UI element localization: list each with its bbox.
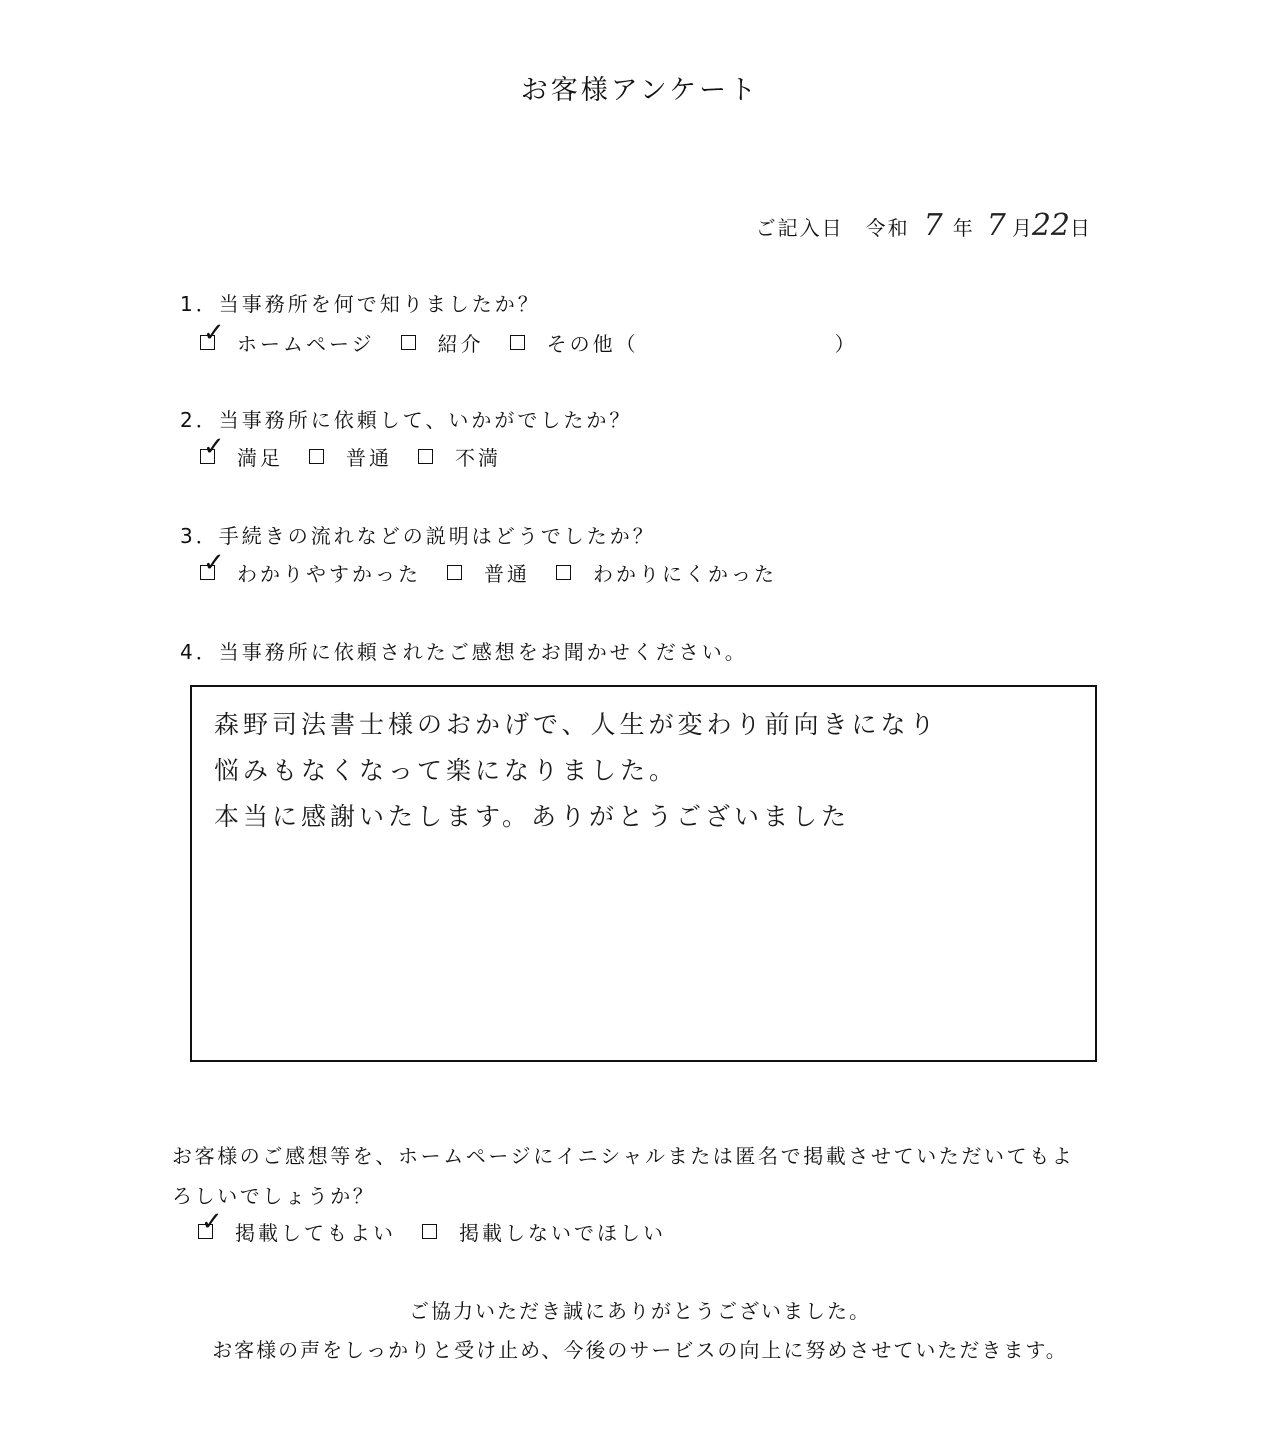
q2-option-dissatisfied[interactable] [418, 442, 501, 471]
question-3: 3．手続きの流れなどの説明はどうでしたか？ [180, 524, 656, 548]
question-4: 4．当事務所に依頼されたご感想をお聞かせください。 [180, 640, 748, 664]
question-2: 2．当事務所に依頼して、いかがでしたか？ [180, 408, 633, 432]
q2-option-satisfied[interactable] [200, 432, 283, 471]
checkbox[interactable] [401, 335, 416, 350]
check-mark-icon: ✓ [201, 1207, 226, 1237]
q3-option-average[interactable] [447, 558, 530, 587]
checkbox[interactable] [510, 335, 525, 350]
comment-line: 悩みもなくなって楽になりました。 [214, 756, 679, 785]
publish-option-no[interactable] [422, 1217, 666, 1246]
option-label: 掲載してもよい [235, 1221, 396, 1245]
publish-options [198, 1207, 692, 1246]
checkbox[interactable] [200, 548, 228, 580]
comment-line: 本当に感謝いたします。ありがとうございました [214, 802, 851, 831]
date-label: ご記入日 [755, 216, 844, 240]
q1-option-other[interactable] [510, 328, 858, 357]
question-1: 1．当事務所を何で知りましたか？ [180, 292, 541, 316]
checkbox[interactable] [418, 449, 433, 464]
option-label: ホームページ [237, 332, 375, 356]
option-label: 掲載しないでほしい [459, 1221, 666, 1245]
entry-date [756, 208, 1090, 243]
date-era: 令和 [865, 216, 910, 240]
checkbox[interactable] [309, 449, 324, 464]
q3-option-easy[interactable] [200, 548, 421, 587]
publish-question-line2: ろしいでしょうか？ [172, 1184, 376, 1208]
checkbox[interactable] [422, 1224, 437, 1239]
checkbox[interactable] [198, 1207, 226, 1239]
check-mark-icon: ✓ [203, 318, 228, 348]
thank-you-line: ご協力いただき誠にありがとうございました。 [409, 1299, 871, 1323]
checkbox[interactable] [556, 565, 571, 580]
q1-option-referral[interactable] [401, 328, 484, 357]
q1-option-homepage[interactable] [200, 318, 375, 357]
option-label: 普通 [346, 446, 392, 470]
option-label: わかりやすかった [237, 562, 421, 586]
comment-line: 森野司法書士様のおかげで、人生が変わり前向きになり [214, 710, 939, 739]
survey-title: お客様アンケート [520, 75, 760, 106]
option-label: 満足 [237, 446, 283, 470]
check-mark-icon: ✓ [203, 548, 228, 578]
checkbox[interactable] [447, 565, 462, 580]
option-label: 紹介 [437, 332, 484, 356]
option-label: 不満 [455, 446, 501, 470]
date-day-unit: 日 [1070, 216, 1090, 240]
check-mark-icon: ✓ [203, 432, 228, 462]
date-day: 22 [1031, 208, 1070, 243]
q2-option-average[interactable] [309, 442, 392, 471]
date-month: 7 [986, 208, 1006, 243]
closing-line: お客様の声をしっかりと受け止め、今後のサービスの向上に努めさせていただきます。 [212, 1338, 1068, 1362]
date-month-unit: 月 [1011, 216, 1032, 240]
option-label: 普通 [484, 562, 530, 586]
publish-question-line1: お客様のご感想等を、ホームページにイニシャルまたは匿名で掲載させていただいてもよ [172, 1144, 1075, 1168]
publish-option-yes[interactable] [198, 1207, 396, 1246]
checkbox[interactable] [200, 432, 228, 464]
option-label: その他（ [546, 332, 639, 356]
comment-box[interactable] [190, 685, 1097, 1062]
question-1-options [200, 318, 884, 357]
date-year-unit: 年 [952, 216, 973, 240]
q3-option-hard[interactable] [556, 558, 777, 587]
option-label: わかりにくかった [593, 562, 777, 586]
other-close-paren: ） [834, 332, 858, 356]
question-3-options [200, 548, 803, 587]
question-2-options [200, 432, 527, 471]
checkbox[interactable] [200, 318, 228, 350]
date-year: 7 [923, 208, 943, 243]
